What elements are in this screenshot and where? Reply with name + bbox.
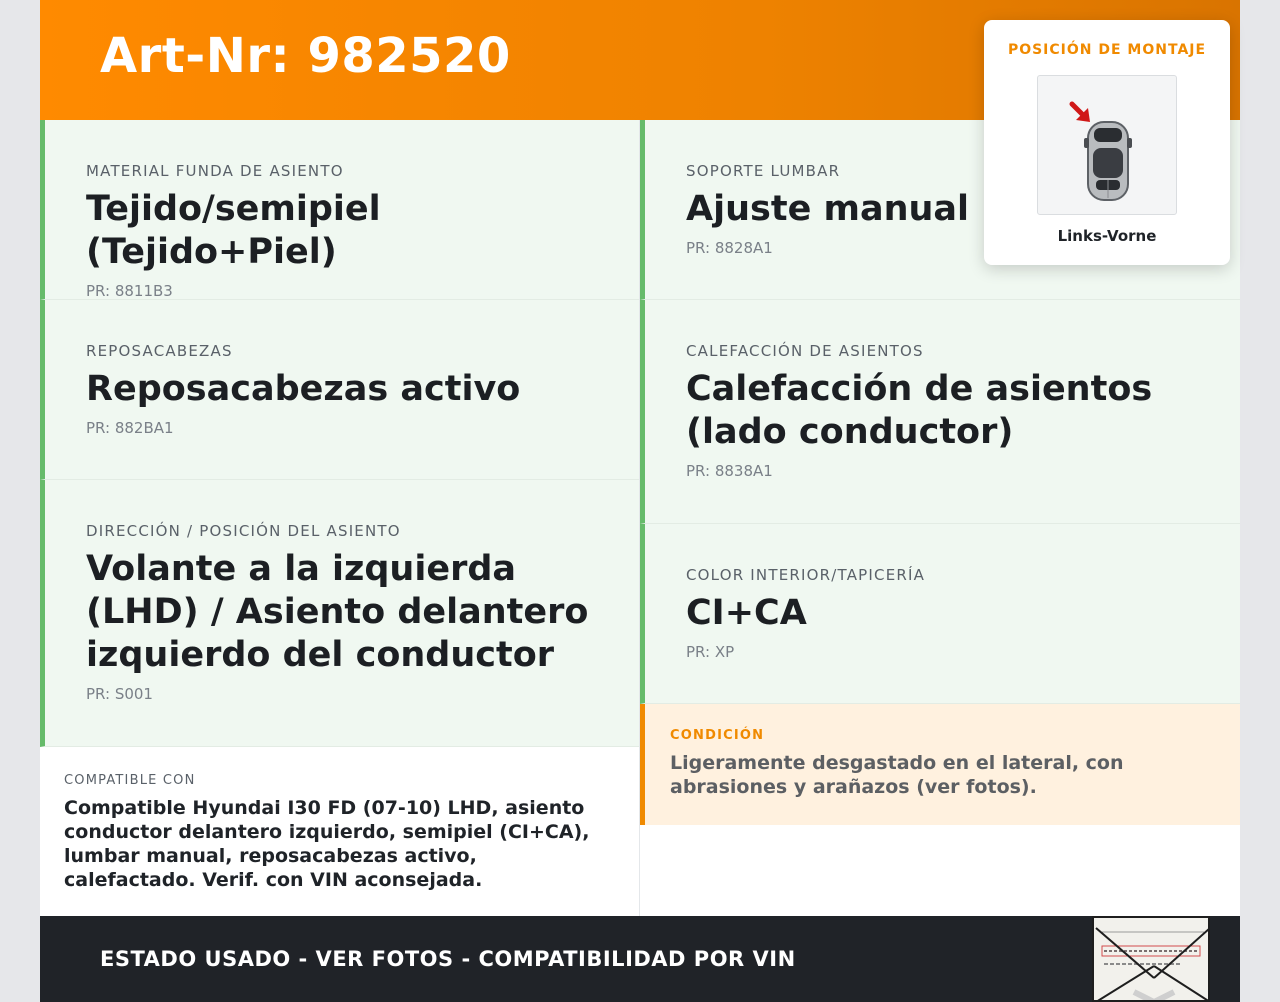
spec-value: Ajuste manual bbox=[686, 189, 970, 229]
spec-pr-code: PR: 882BA1 bbox=[86, 419, 174, 437]
mount-position-title: POSICIÓN DE MONTAJE bbox=[1007, 42, 1207, 58]
condition-label: CONDICIÓN bbox=[670, 728, 765, 743]
car-topview-icon bbox=[1037, 75, 1177, 215]
condition-section bbox=[640, 704, 1240, 825]
condition-text: Ligeramente desgastado en el lateral, con abrasiones y arañazos (ver fotos). bbox=[670, 752, 1124, 798]
spec-interior-color bbox=[640, 524, 1240, 704]
spec-headrest bbox=[40, 300, 639, 480]
footer-bar bbox=[40, 916, 1240, 1002]
spec-pr-code: PR: 8828A1 bbox=[686, 239, 773, 257]
spec-label: COLOR INTERIOR/TAPICERÍA bbox=[686, 566, 926, 584]
spec-value: Reposacabezas activo bbox=[86, 369, 521, 409]
document-thumbnail-graphic bbox=[1094, 918, 1210, 1002]
spec-pr-code: PR: S001 bbox=[86, 685, 153, 703]
spec-seat-position bbox=[40, 480, 639, 747]
spec-label: DIRECCIÓN / POSICIÓN DEL ASIENTO bbox=[86, 522, 401, 540]
spec-value: Volante a la izquierda (LHD) / Asiento delantero izquierdo del conductor bbox=[86, 549, 589, 675]
car-topview-graphic bbox=[1038, 76, 1178, 216]
spec-label: SOPORTE LUMBAR bbox=[686, 162, 841, 180]
spec-label: REPOSACABEZAS bbox=[86, 342, 233, 360]
mount-position-card bbox=[984, 20, 1230, 265]
footer-text: ESTADO USADO - VER FOTOS - COMPATIBILIDAD POR VIN bbox=[100, 947, 796, 971]
compatibility-section bbox=[40, 747, 639, 892]
vehicle-document-icon[interactable] bbox=[1092, 916, 1210, 1002]
spec-value: Calefacción de asientos (lado conductor) bbox=[686, 369, 1153, 452]
spec-pr-code: PR: XP bbox=[686, 643, 735, 661]
red-arrow-icon bbox=[1072, 104, 1090, 122]
spec-pr-code: PR: 8811B3 bbox=[86, 282, 173, 300]
article-number-title: Art-Nr: 982520 bbox=[100, 28, 511, 84]
spec-seat-heating bbox=[640, 300, 1240, 524]
mount-position-caption: Links-Vorne bbox=[1057, 227, 1157, 245]
spec-label: CALEFACCIÓN DE ASIENTOS bbox=[686, 342, 924, 360]
spec-seat-cover-material bbox=[40, 120, 639, 300]
spec-label: MATERIAL FUNDA DE ASIENTO bbox=[86, 162, 344, 180]
specs-left-column bbox=[40, 120, 639, 747]
compatibility-text: Compatible Hyundai I30 FD (07-10) LHD, asiento conductor delantero izquierdo, semipiel (CI+CA), lumbar manual, reposacabezas activo, calefactado. Verif. con VIN aconsejada. bbox=[64, 797, 590, 891]
spec-pr-code: PR: 8838A1 bbox=[686, 462, 773, 480]
compatibility-label: COMPATIBLE CON bbox=[64, 773, 196, 788]
spec-value: CI+CA bbox=[686, 593, 807, 633]
spec-value: Tejido/semipiel (Tejido+Piel) bbox=[86, 189, 381, 272]
